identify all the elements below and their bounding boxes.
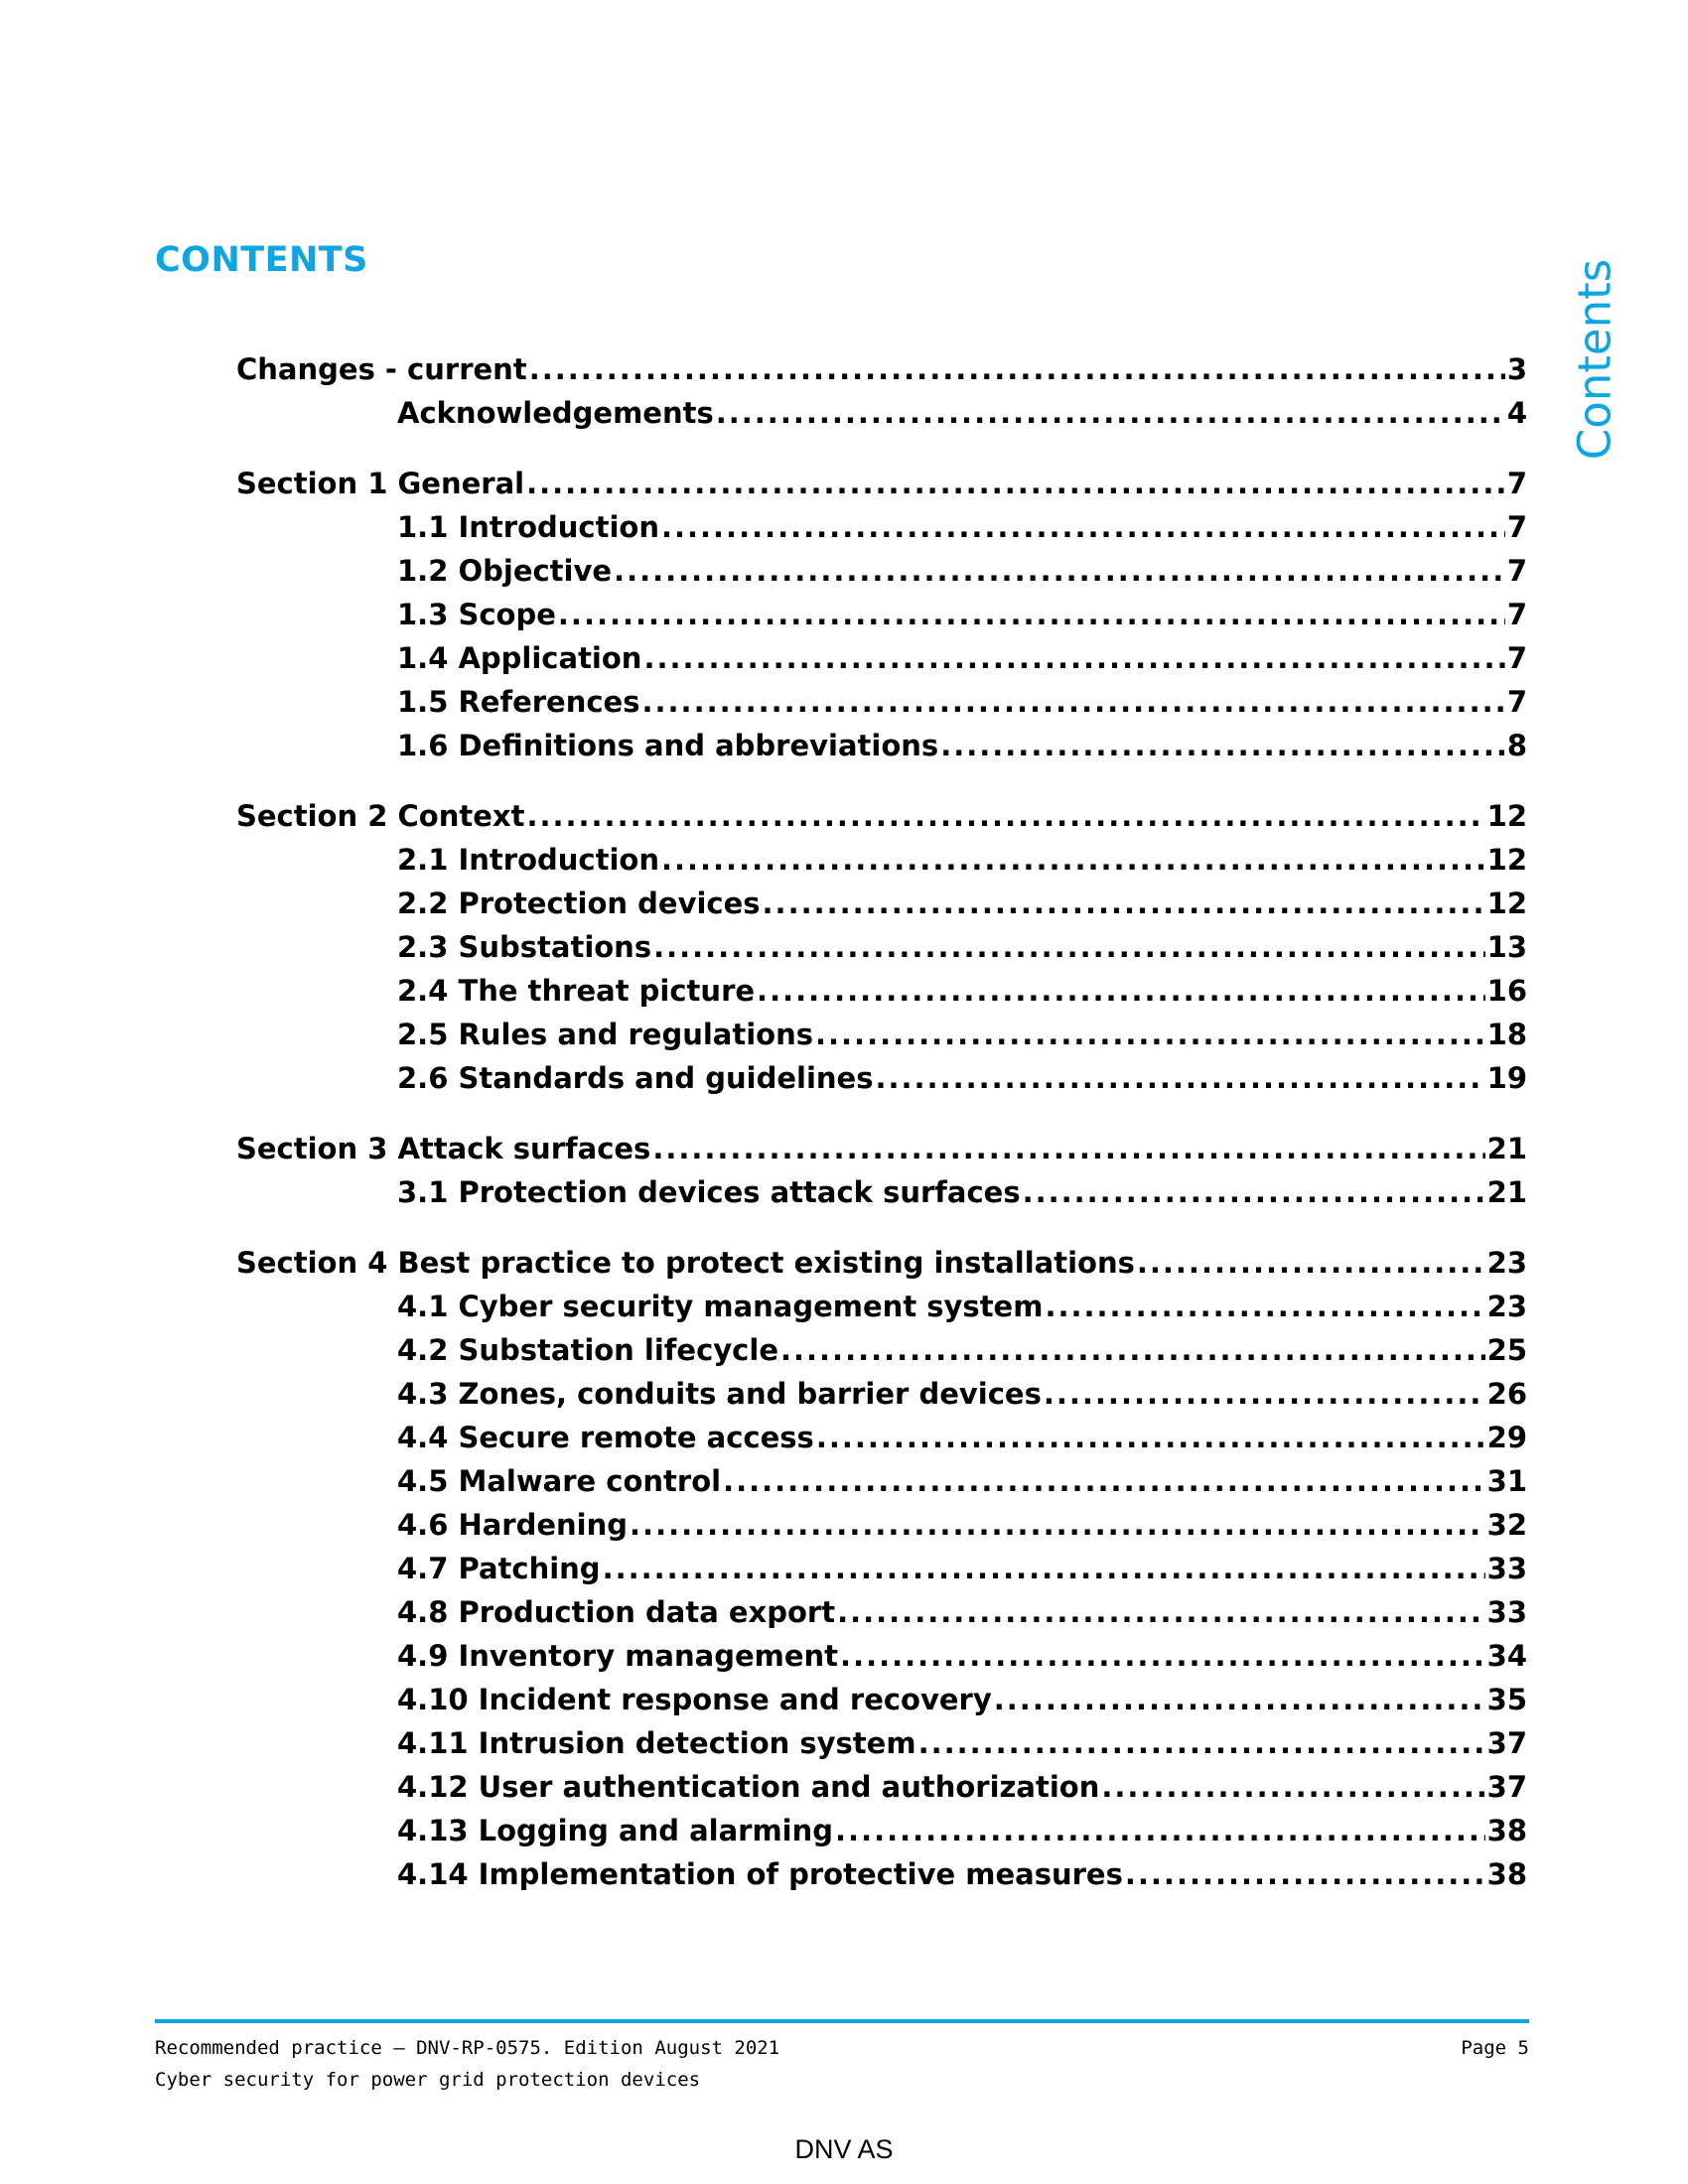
- toc-entry-label: 1.1 Introduction: [397, 510, 659, 544]
- toc-entry-page: 8: [1506, 729, 1527, 762]
- toc-dot-leader: [529, 347, 1505, 391]
- footer-divider: [155, 2019, 1529, 2023]
- toc-entry-page: 37: [1486, 1770, 1527, 1804]
- toc-dot-leader: [757, 969, 1485, 1013]
- toc-entry-label: Section 3 Attack surfaces: [236, 1132, 651, 1165]
- toc-entry[interactable]: [236, 1634, 1527, 1678]
- toc-dot-leader: [1125, 1852, 1485, 1896]
- toc-entry-label: 2.1 Introduction: [397, 843, 659, 877]
- toc-entry[interactable]: [236, 391, 1527, 435]
- toc-entry-label: 2.6 Standards and guidelines: [397, 1061, 874, 1095]
- toc-entry[interactable]: [236, 1678, 1527, 1721]
- toc-dot-leader: [918, 1721, 1485, 1765]
- toc-section: [236, 1127, 1527, 1214]
- toc-entry-label: 4.14 Implementation of protective measures: [397, 1857, 1123, 1891]
- toc-entry-page: 32: [1486, 1508, 1527, 1542]
- toc-entry[interactable]: [236, 1416, 1527, 1459]
- toc-entry[interactable]: [236, 1852, 1527, 1896]
- toc-entry[interactable]: [236, 969, 1527, 1013]
- toc-dot-leader: [1137, 1241, 1485, 1285]
- footer-publication: Recommended practice — DNV-RP-0575. Edition August 2021: [155, 2037, 780, 2059]
- footer-line-2: [155, 2069, 1529, 2091]
- toc-entry-label: Changes - current: [236, 352, 527, 386]
- footer-line-1: [155, 2037, 1529, 2059]
- toc-dot-leader: [1023, 1170, 1485, 1214]
- toc-entry[interactable]: [236, 1056, 1527, 1100]
- toc-entry-label: Section 4 Best practice to protect existing installations: [236, 1246, 1135, 1280]
- toc-dot-leader: [840, 1634, 1485, 1678]
- toc-entry-label: 2.3 Substations: [397, 930, 652, 964]
- toc-entry[interactable]: [236, 1127, 1527, 1170]
- toc-dot-leader: [816, 1416, 1485, 1459]
- toc-entry[interactable]: [236, 838, 1527, 882]
- toc-entry-label: 4.9 Inventory management: [397, 1639, 839, 1673]
- toc-entry-page: 23: [1486, 1246, 1527, 1280]
- toc-entry[interactable]: [236, 1285, 1527, 1328]
- toc-entry[interactable]: [236, 1459, 1527, 1503]
- toc-entry[interactable]: [236, 1328, 1527, 1372]
- toc-entry-label: 4.6 Hardening: [397, 1508, 629, 1542]
- toc-entry-label: 1.3 Scope: [397, 598, 556, 631]
- toc-entry-page: 16: [1486, 974, 1527, 1008]
- side-tab-label: Contents: [1568, 258, 1621, 461]
- toc-dot-leader: [780, 1328, 1485, 1372]
- toc-dot-leader: [630, 1503, 1485, 1547]
- toc-entry-page: 21: [1486, 1132, 1527, 1165]
- toc-entry-page: 12: [1486, 843, 1527, 877]
- toc-dot-leader: [837, 1590, 1485, 1634]
- toc-dot-leader: [1101, 1765, 1484, 1809]
- toc-dot-leader: [763, 882, 1485, 925]
- toc-dot-leader: [716, 391, 1505, 435]
- toc-entry-label: 2.2 Protection devices: [397, 887, 761, 920]
- toc-entry[interactable]: [236, 593, 1527, 636]
- toc-entry-page: 35: [1486, 1683, 1527, 1716]
- toc-entry[interactable]: [236, 1547, 1527, 1590]
- toc-entry-label: 4.13 Logging and alarming: [397, 1814, 834, 1847]
- toc-entry-page: 33: [1486, 1552, 1527, 1585]
- toc-dot-leader: [661, 505, 1505, 549]
- toc-entry-page: 12: [1486, 887, 1527, 920]
- toc-entry-page: 7: [1506, 598, 1527, 631]
- toc-entry-label: 4.11 Intrusion detection system: [397, 1726, 916, 1760]
- toc-entry-page: 13: [1486, 930, 1527, 964]
- toc-entry-label: Section 2 Context: [236, 799, 525, 833]
- toc-dot-leader: [643, 636, 1504, 680]
- toc-entry[interactable]: [236, 1590, 1527, 1634]
- page-title: CONTENTS: [155, 240, 368, 280]
- toc-entry[interactable]: [236, 882, 1527, 925]
- toc-entry-page: 18: [1486, 1018, 1527, 1051]
- toc-entry-page: 7: [1506, 641, 1527, 675]
- toc-dot-leader: [1045, 1285, 1484, 1328]
- toc-entry-page: 7: [1506, 685, 1527, 719]
- toc-entry-label: 4.1 Cyber security management system: [397, 1290, 1044, 1323]
- toc-dot-leader: [815, 1013, 1485, 1056]
- side-tab: [1568, 258, 1621, 461]
- toc-entry-label: 1.6 Definitions and abbreviations: [397, 729, 939, 762]
- toc-entry-label: 4.12 User authentication and authorization: [397, 1770, 1100, 1804]
- toc-dot-leader: [1044, 1372, 1485, 1416]
- toc-entry-label: Section 1 General: [236, 467, 525, 500]
- toc-dot-leader: [558, 593, 1505, 636]
- toc-entry-label: 4.7 Patching: [397, 1552, 601, 1585]
- toc-entry[interactable]: [236, 505, 1527, 549]
- toc-dot-leader: [661, 838, 1485, 882]
- toc-dot-leader: [652, 1127, 1484, 1170]
- toc-entry-page: 37: [1486, 1726, 1527, 1760]
- footer-page-number: Page 5: [1461, 2037, 1529, 2059]
- toc-entry[interactable]: [236, 636, 1527, 680]
- toc-entry-label: 3.1 Protection devices attack surfaces: [397, 1175, 1021, 1209]
- toc-section: [236, 794, 1527, 1100]
- toc-dot-leader: [835, 1809, 1485, 1852]
- toc-dot-leader: [723, 1459, 1485, 1503]
- toc-entry-page: 23: [1486, 1290, 1527, 1323]
- toc-entry-page: 31: [1486, 1464, 1527, 1498]
- toc-entry[interactable]: [236, 1170, 1527, 1214]
- toc-entry-page: 38: [1486, 1814, 1527, 1847]
- toc-dot-leader: [614, 549, 1505, 593]
- toc-entry-label: 4.2 Substation lifecycle: [397, 1333, 778, 1367]
- toc-entry-page: 19: [1486, 1061, 1527, 1095]
- toc-entry[interactable]: [236, 1809, 1527, 1852]
- footer-document-title: Cyber security for power grid protection devices: [155, 2069, 701, 2091]
- toc-entry[interactable]: [236, 1013, 1527, 1056]
- toc-entry-page: 29: [1486, 1421, 1527, 1454]
- toc-entry-page: 34: [1486, 1639, 1527, 1673]
- toc-entry-page: 12: [1486, 799, 1527, 833]
- toc-entry-page: 7: [1506, 467, 1527, 500]
- toc-dot-leader: [526, 794, 1484, 838]
- toc-dot-leader: [875, 1056, 1484, 1100]
- toc-entry-label: 4.8 Production data export: [397, 1595, 836, 1629]
- toc-dot-leader: [994, 1678, 1485, 1721]
- toc-entry-page: 38: [1486, 1857, 1527, 1891]
- toc-entry[interactable]: [236, 549, 1527, 593]
- toc-entry[interactable]: [236, 1503, 1527, 1547]
- toc-entry-page: 7: [1506, 510, 1527, 544]
- toc-entry[interactable]: [236, 680, 1527, 724]
- toc-dot-leader: [940, 724, 1505, 767]
- toc-entry-label: 4.3 Zones, conduits and barrier devices: [397, 1377, 1042, 1411]
- toc-dot-leader: [603, 1547, 1485, 1590]
- toc-entry[interactable]: [236, 724, 1527, 767]
- toc-entry[interactable]: [236, 925, 1527, 969]
- toc-entry-label: 4.4 Secure remote access: [397, 1421, 814, 1454]
- toc-entry-label: 1.2 Objective: [397, 554, 613, 588]
- toc-entry[interactable]: [236, 1721, 1527, 1765]
- toc-entry-page: 7: [1506, 554, 1527, 588]
- toc-entry-page: 3: [1506, 352, 1527, 386]
- toc-entry-label: 1.5 References: [397, 685, 640, 719]
- toc-entry-label: 2.4 The threat picture: [397, 974, 756, 1008]
- toc-section: [236, 462, 1527, 767]
- toc-entry-label: 4.10 Incident response and recovery: [397, 1683, 992, 1716]
- toc-entry[interactable]: [236, 1765, 1527, 1809]
- toc-entry[interactable]: [236, 1372, 1527, 1416]
- company-name: DNV AS: [794, 2134, 894, 2164]
- toc-entry-label: 1.4 Application: [397, 641, 642, 675]
- toc-entry-label: 2.5 Rules and regulations: [397, 1018, 813, 1051]
- toc-entry-page: 4: [1506, 396, 1527, 430]
- toc-entry-label: Acknowledgements: [397, 396, 714, 430]
- toc-section: [236, 347, 1527, 435]
- toc-dot-leader: [642, 680, 1505, 724]
- toc-entry-page: 25: [1486, 1333, 1527, 1367]
- toc-entry-page: 33: [1486, 1595, 1527, 1629]
- toc-entry[interactable]: [236, 1241, 1527, 1285]
- toc-dot-leader: [653, 925, 1485, 969]
- toc-entry[interactable]: [236, 462, 1527, 505]
- toc-entry[interactable]: [236, 347, 1527, 391]
- toc-section: [236, 1241, 1527, 1896]
- table-of-contents: [236, 347, 1527, 1923]
- toc-dot-leader: [526, 462, 1505, 505]
- toc-entry[interactable]: [236, 794, 1527, 838]
- toc-entry-page: 21: [1486, 1175, 1527, 1209]
- toc-entry-page: 26: [1486, 1377, 1527, 1411]
- toc-entry-label: 4.5 Malware control: [397, 1464, 722, 1498]
